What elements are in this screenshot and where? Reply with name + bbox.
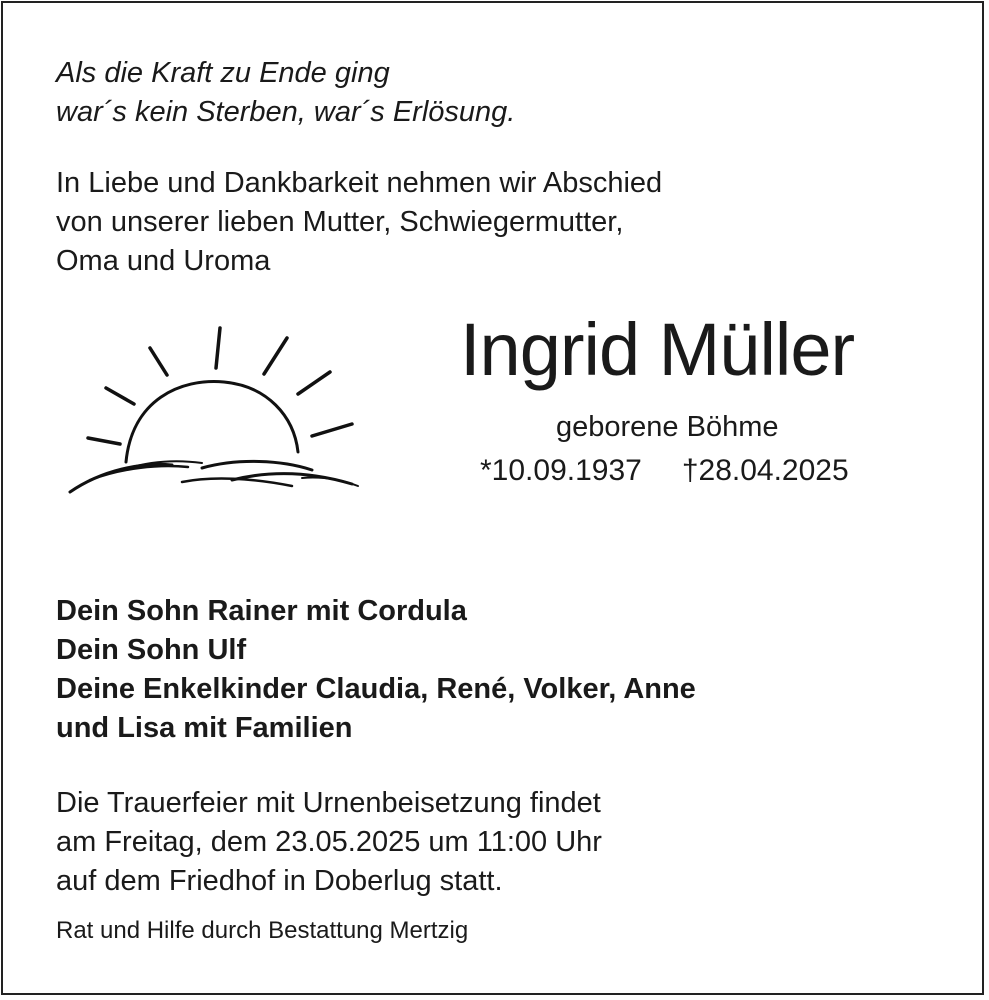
intro-line-1: In Liebe und Dankbarkeit nehmen wir Abschied (56, 167, 663, 199)
undertaker-credit: Rat und Hilfe durch Bestattung Mertzig (56, 917, 469, 944)
intro-text (56, 164, 662, 281)
service-line-3: auf dem Friedhof in Doberlug statt. (56, 865, 503, 897)
sunset-icon (62, 320, 362, 500)
intro-line-2: von unserer lieben Mutter, Schwiegermutter, (56, 206, 624, 238)
death-date: †28.04.2025 (681, 454, 849, 487)
deceased-name: Ingrid Müller (460, 308, 855, 391)
service-line-2: am Freitag, dem 23.05.2025 um 11:00 Uhr (56, 826, 602, 858)
maiden-name: geborene Böhme (556, 411, 779, 443)
birth-date: *10.09.1937 (480, 454, 642, 487)
intro-line-3: Oma und Uroma (56, 245, 271, 277)
mourner-line: Dein Sohn Rainer mit Cordula (56, 595, 467, 627)
mourner-line: Dein Sohn Ulf (56, 634, 247, 666)
funeral-service-info (56, 784, 602, 901)
life-dates (480, 451, 849, 491)
poem-line-1: Als die Kraft zu Ende ging (56, 57, 390, 89)
poem-line-2: war´s kein Sterben, war´s Erlösung. (56, 96, 516, 128)
mourner-line: und Lisa mit Familien (56, 712, 353, 744)
mourner-line: Deine Enkelkinder Claudia, René, Volker, Anne (56, 673, 696, 705)
mourners-list (56, 592, 696, 748)
service-line-1: Die Trauerfeier mit Urnenbeisetzung findet (56, 787, 601, 819)
poem (56, 54, 515, 132)
